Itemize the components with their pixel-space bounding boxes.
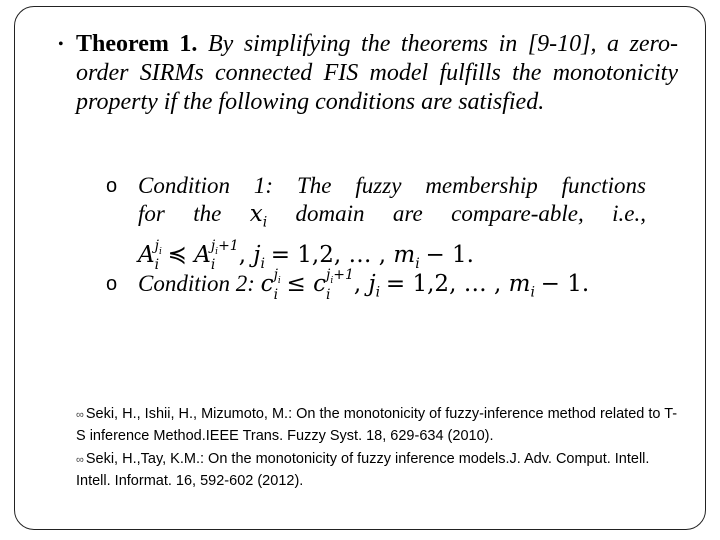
condition-2 [106, 267, 646, 307]
theorem-label: Theorem 1. [76, 31, 198, 57]
reference-2-text: Seki, H.,Tay, K.M.: On the monotonicity of fuzzy inference models.J. Adv. Comput. Intell. Intell. Informat. 16, 592-602 (2012). [76, 451, 650, 489]
circle-bullet-icon: o [106, 273, 118, 295]
theorem-block [58, 30, 678, 117]
theorem-body: By simplifying the theorems in [9-10], a zero-order SIRMs connected FIS model fulfills the monotonicity property if the following conditions are satisfied. [76, 31, 679, 115]
reference-bullet-icon: ∞ [76, 409, 84, 421]
condition-1-formula: A $j_i$ i ≼ A $j_i+1$ i , $j_i = 1,2$, … , $m_i - 1$. [138, 237, 474, 274]
reference-1 [76, 404, 686, 447]
circle-bullet-icon: o [106, 175, 118, 197]
reference-2 [76, 449, 686, 492]
condition-2-text: Condition 2: [138, 271, 255, 297]
condition-2-formula: c $j_i$ i ≤ c $j_i+1$ i , $j_i = 1,2$, … , $m_i - 1$. [260, 267, 590, 303]
bullet-icon: • [58, 36, 64, 53]
reference-bullet-icon: ∞ [76, 454, 84, 466]
condition-1: o Condition 1: The fuzzy membership functions for the $x_i$ domain are compare-able, i.e., A $j_i$ i ≼ A $j_i+1$ i , $j_i = 1,2$, … , $m_i - 1$. [106, 172, 646, 277]
reference-1-text: Seki, H., Ishii, H., Mizumoto, M.: On the monotonicity of fuzzy-inference method related to T-S inference Method.IEEE Trans. Fuzzy Syst. 18, 629-634 (2010). [76, 406, 678, 444]
